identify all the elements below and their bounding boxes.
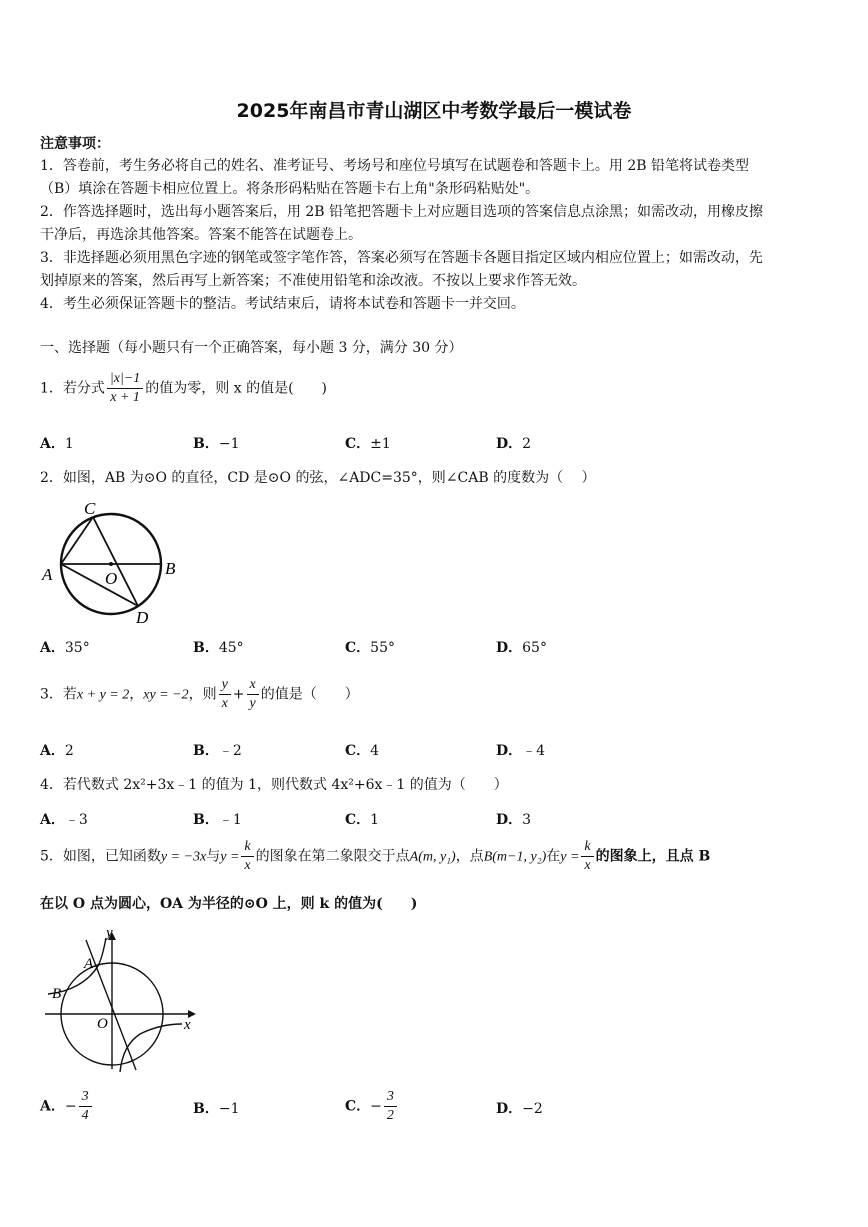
- notice-line: 3．非选择题必须用黑色字迹的钢笔或签字笔作答，答案必须写在答题卡各题目指定区域内相应位置上；如需改动，先: [40, 250, 763, 266]
- q4-option-c[interactable]: C．1: [345, 812, 380, 828]
- q1-option-d[interactable]: D．2: [496, 436, 532, 452]
- q5-option-d[interactable]: D．−2: [496, 1101, 543, 1117]
- label-x: x: [184, 1017, 191, 1033]
- notice-line: 4．考生必须保证答题卡的整洁。考试结束后，请将本试卷和答题卡一并交回。: [40, 296, 525, 312]
- notice-line: 干净后，再选涂其他答案。答案不能答在试题卷上。: [40, 227, 362, 243]
- line-y-minus-3x: [86, 940, 136, 1070]
- q3-condition-2: xy = −2: [143, 687, 189, 703]
- notice-heading: 注意事项：: [40, 136, 110, 152]
- q5-option-a[interactable]: A．− $\frac{3}{4}$: [40, 1088, 94, 1125]
- q3-option-d[interactable]: D．﹣4: [496, 743, 546, 759]
- q1-option-a[interactable]: A．1: [40, 436, 74, 452]
- label-d: D: [136, 608, 149, 627]
- q3-option-a[interactable]: A．2: [40, 743, 74, 759]
- hyperbola-branch-4: [120, 1024, 182, 1072]
- label-o: O: [105, 569, 118, 588]
- q1-option-c[interactable]: C．±1: [345, 436, 391, 452]
- label-b: B: [52, 986, 62, 1002]
- q4-option-d[interactable]: D．3: [496, 812, 532, 828]
- q2-option-a[interactable]: A．35°: [40, 640, 90, 656]
- notice-line: （B）填涂在答题卡相应位置上。将条形码粘贴在答题卡右上角"条形码粘贴处"。: [40, 181, 540, 197]
- page-title: 2025年南昌市青山湖区中考数学最后一模试卷: [236, 100, 632, 122]
- question-1: [40, 370, 327, 407]
- q5-fraction-k-1: $\frac{k}{x}$: [241, 838, 253, 875]
- q2-option-b[interactable]: B．45°: [193, 640, 244, 656]
- q3-option-c[interactable]: C．4: [345, 743, 380, 759]
- notice-line: 2．作答选择题时，选出每小题答案后，用 2B 铅笔把答题卡上对应题目选项的答案信息点涂黑；如需改动，用橡皮擦: [40, 204, 763, 220]
- label-b: B: [165, 559, 176, 578]
- label-y: y: [106, 925, 113, 941]
- q1-fraction: [107, 370, 143, 407]
- q3-condition-1: x + y = 2: [76, 687, 130, 703]
- label-c: C: [84, 499, 96, 518]
- question-2: 2．如图，AB 为⊙O 的直径，CD 是⊙O 的弦，∠ADC=35°，则∠CAB 的度数为（ ）: [40, 470, 596, 486]
- q5-option-b[interactable]: B．−1: [193, 1101, 240, 1117]
- q5-option-c[interactable]: C．− $\frac{3}{2}$: [345, 1088, 399, 1125]
- chord-cd: [93, 517, 138, 606]
- question-5-line-2: 在以 O 点为圆心，OA 为半径的⊙O 上，则 k 的值为( ): [40, 896, 418, 912]
- center-point: [109, 562, 113, 566]
- label-o: O: [97, 1016, 108, 1032]
- q5-graph-figure: [40, 924, 200, 1074]
- section-heading: 一、选择题（每小题只有一个正确答案，每小题 3 分，满分 30 分）: [40, 340, 463, 356]
- q1-denominator: x + 1: [110, 390, 140, 405]
- notice-line: 划掉原来的答案，然后再写上新答案；不准使用铅笔和涂改液。不按以上要求作答无效。: [40, 273, 586, 289]
- q2-option-d[interactable]: D．65°: [496, 640, 547, 656]
- q1-text-post: 的值为零，则 x 的值是( ): [145, 380, 328, 397]
- question-3: 3．若x + y = 2，xy = −2，则 $\frac{y}{x}$ + $\frac{x}{y}$ 的值是（ ）: [40, 677, 359, 711]
- q1-numerator: |x|−1: [107, 370, 143, 389]
- q2-circle-figure: [36, 496, 186, 631]
- q1-option-b[interactable]: B．−1: [193, 436, 240, 452]
- q1-text-pre: 1．若分式: [40, 380, 105, 397]
- q4-option-b[interactable]: B．﹣1: [193, 812, 242, 828]
- q3-option-b[interactable]: B．﹣2: [193, 743, 242, 759]
- q3-fraction-1: $\frac{y}{x}$: [219, 676, 231, 713]
- question-4: 4．若代数式 2x²+3x﹣1 的值为 1，则代数式 4x²+6x﹣1 的值为（ ）: [40, 777, 508, 793]
- q5-fraction-k-2: $\frac{k}{x}$: [581, 838, 593, 875]
- q5-point-b: B(m−1, y₂): [483, 849, 547, 865]
- q2-option-c[interactable]: C．55°: [345, 640, 395, 656]
- q4-option-a[interactable]: A．﹣3: [40, 812, 88, 828]
- q5-function-linear: y = −3x: [160, 849, 207, 865]
- label-a: A: [42, 565, 53, 584]
- question-5-line-1: 5．如图，已知函数y = −3x与y = $\frac{k}{x}$ 的图象在第二象限交于点A(m, y₁)，点B(m−1, y₂)在y = $\frac{k}{x}$ 的图象上，且点 B: [40, 839, 711, 873]
- notice-line: 1．答卷前，考生务必将自己的姓名、准考证号、考场号和座位号填写在试题卷和答题卡上。用 2B 铅笔将试卷类型: [40, 158, 749, 174]
- label-a: A: [84, 956, 94, 972]
- q3-fraction-2: $\frac{x}{y}$: [247, 676, 259, 713]
- q5-point-a: A(m, y₁): [409, 849, 456, 865]
